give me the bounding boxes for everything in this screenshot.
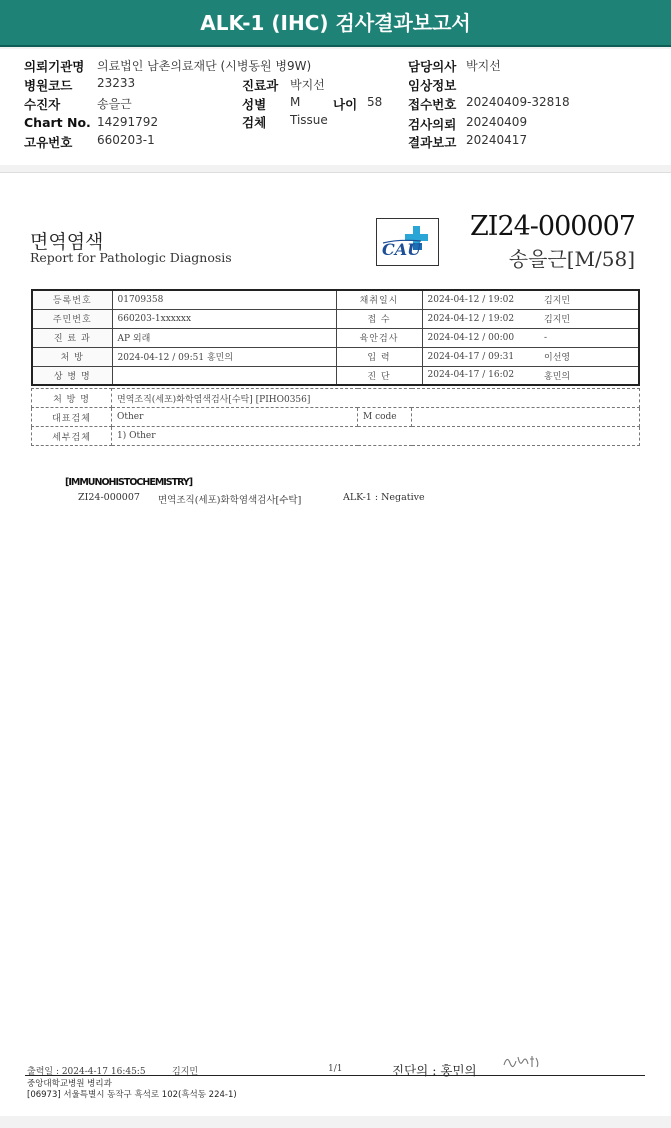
mcode-value (412, 408, 640, 427)
signature-icon (500, 1053, 542, 1071)
reg-value-cell: AP 외래 (112, 328, 336, 347)
request-date-value: 20240409 (466, 115, 528, 129)
hospital-logo (376, 218, 439, 266)
reg-datetime-cell: 2024-04-12 / 19:02 (422, 309, 539, 328)
case-number: ZI24-000007 (470, 211, 635, 242)
table-row (32, 408, 640, 427)
table-row (32, 309, 639, 328)
institution-label: 의뢰기관명 (24, 59, 85, 74)
uid-label: 고유번호 (24, 135, 73, 150)
cau-logo-icon (377, 219, 438, 265)
chart-no-value: 14291792 (97, 115, 159, 129)
reg-staff-cell: 김지민 (539, 290, 639, 309)
rep-specimen-value: Other (112, 408, 358, 427)
doc-title-korean: 면역염색 (30, 231, 104, 253)
ihc-test-name: 면역조직(세포)화학염색검사[수탁] (158, 495, 302, 506)
patient-value: 송을근 (97, 97, 132, 111)
report-document (0, 172, 671, 1116)
reg-staff-cell: 홍민의 (539, 366, 639, 385)
order-table (31, 388, 640, 446)
reg-header-cell: 처 방 (32, 347, 112, 366)
table-row (32, 389, 640, 408)
table-row (32, 328, 639, 347)
reg-staff-cell: 김지민 (539, 309, 639, 328)
reg-value-cell: 01709358 (112, 290, 336, 309)
detail-specimen-value: 1) Other (112, 427, 640, 446)
dept-name: 중앙대학교병원 병리과 (27, 1079, 112, 1089)
hospital-code-value: 23233 (97, 76, 136, 90)
mcode-label: M code (358, 408, 412, 427)
institution-value: 의료법인 남촌의료재단 (시병동원 병9W) (97, 59, 312, 73)
chart-no-label: Chart No. (24, 115, 91, 130)
doctor-value: 박지선 (466, 59, 501, 73)
reg-datetime-cell: 2024-04-17 / 16:02 (422, 366, 539, 385)
logo-text: CAU (382, 240, 422, 259)
registration-table (31, 289, 640, 386)
reg-staff-cell: 이선영 (539, 347, 639, 366)
ihc-case-number: ZI24-000007 (78, 492, 140, 503)
doctor-label: 담당의사 (408, 59, 457, 74)
receipt-no-value: 20240409-32818 (466, 95, 570, 109)
reg-header-cell: 입 력 (336, 347, 422, 366)
sex-value: M (290, 95, 301, 109)
hospital-code-label: 병원코드 (24, 78, 73, 93)
age-value: 58 (367, 95, 383, 109)
reg-header-cell: 진 료 과 (32, 328, 112, 347)
report-title: ALK-1 (IHC) 검사결과보고서 (0, 0, 671, 47)
reg-datetime-cell: 2024-04-12 / 00:00 (422, 328, 539, 347)
clinical-info-label: 임상정보 (408, 78, 457, 93)
reg-value-cell: 2024-04-12 / 09:51 홍민의 (112, 347, 336, 366)
reg-datetime-cell: 2024-04-17 / 09:31 (422, 347, 539, 366)
reg-header-cell: 주민번호 (32, 309, 112, 328)
reg-value-cell (112, 366, 336, 385)
patient-label: 수진자 (24, 97, 61, 112)
specimen-value: Tissue (290, 113, 328, 127)
reg-header-cell: 등록번호 (32, 290, 112, 309)
reg-staff-cell: - (539, 328, 639, 347)
report-date-value: 20240417 (466, 133, 528, 147)
page-number: 1/1 (328, 1064, 343, 1074)
patient-tag: 송을근[M/58] (508, 247, 635, 271)
reg-header-cell: 육안검사 (336, 328, 422, 347)
reg-header-cell: 접 수 (336, 309, 422, 328)
age-label: 나이 (333, 97, 358, 112)
diagnoser: 진단의 : 홍민의 (392, 1063, 477, 1078)
rep-specimen-label: 대표검체 (32, 408, 112, 427)
table-row (32, 290, 639, 309)
reg-header-cell: 진 단 (336, 366, 422, 385)
detail-specimen-label: 세부검체 (32, 427, 112, 446)
dept-value: 박지선 (290, 78, 325, 92)
reg-header-cell: 상 병 명 (32, 366, 112, 385)
order-label: 처 방 명 (32, 389, 112, 408)
reg-header-cell: 채취일시 (336, 290, 422, 309)
report-date-label: 결과보고 (408, 135, 457, 150)
reg-value-cell: 660203-1xxxxxx (112, 309, 336, 328)
printed-by: 김지민 (172, 1067, 199, 1077)
address: [06973] 서울특별시 동작구 흑석로 102(흑석동 224-1) (27, 1090, 237, 1100)
request-date-label: 검사의뢰 (408, 117, 457, 132)
table-row (32, 366, 639, 385)
uid-value: 660203-1 (97, 133, 155, 147)
ihc-heading: [IMMUNOHISTOCHEMISTRY] (65, 477, 193, 488)
receipt-no-label: 접수번호 (408, 97, 457, 112)
reg-datetime-cell: 2024-04-12 / 19:02 (422, 290, 539, 309)
dept-label: 진료과 (242, 78, 279, 93)
order-value: 면역조직(세포)화학염색검사[수탁] [PIHO0356] (112, 389, 640, 408)
table-row (32, 427, 640, 446)
table-row (32, 347, 639, 366)
doc-title-english: Report for Pathologic Diagnosis (30, 250, 232, 265)
print-date: 출력일 : 2024-4-17 16:45:5 (27, 1067, 146, 1077)
specimen-label: 검체 (242, 115, 267, 130)
patient-info-panel (0, 49, 671, 165)
ihc-result: ALK-1 : Negative (343, 492, 425, 503)
sex-label: 성별 (242, 97, 267, 112)
footer-divider (25, 1075, 645, 1076)
